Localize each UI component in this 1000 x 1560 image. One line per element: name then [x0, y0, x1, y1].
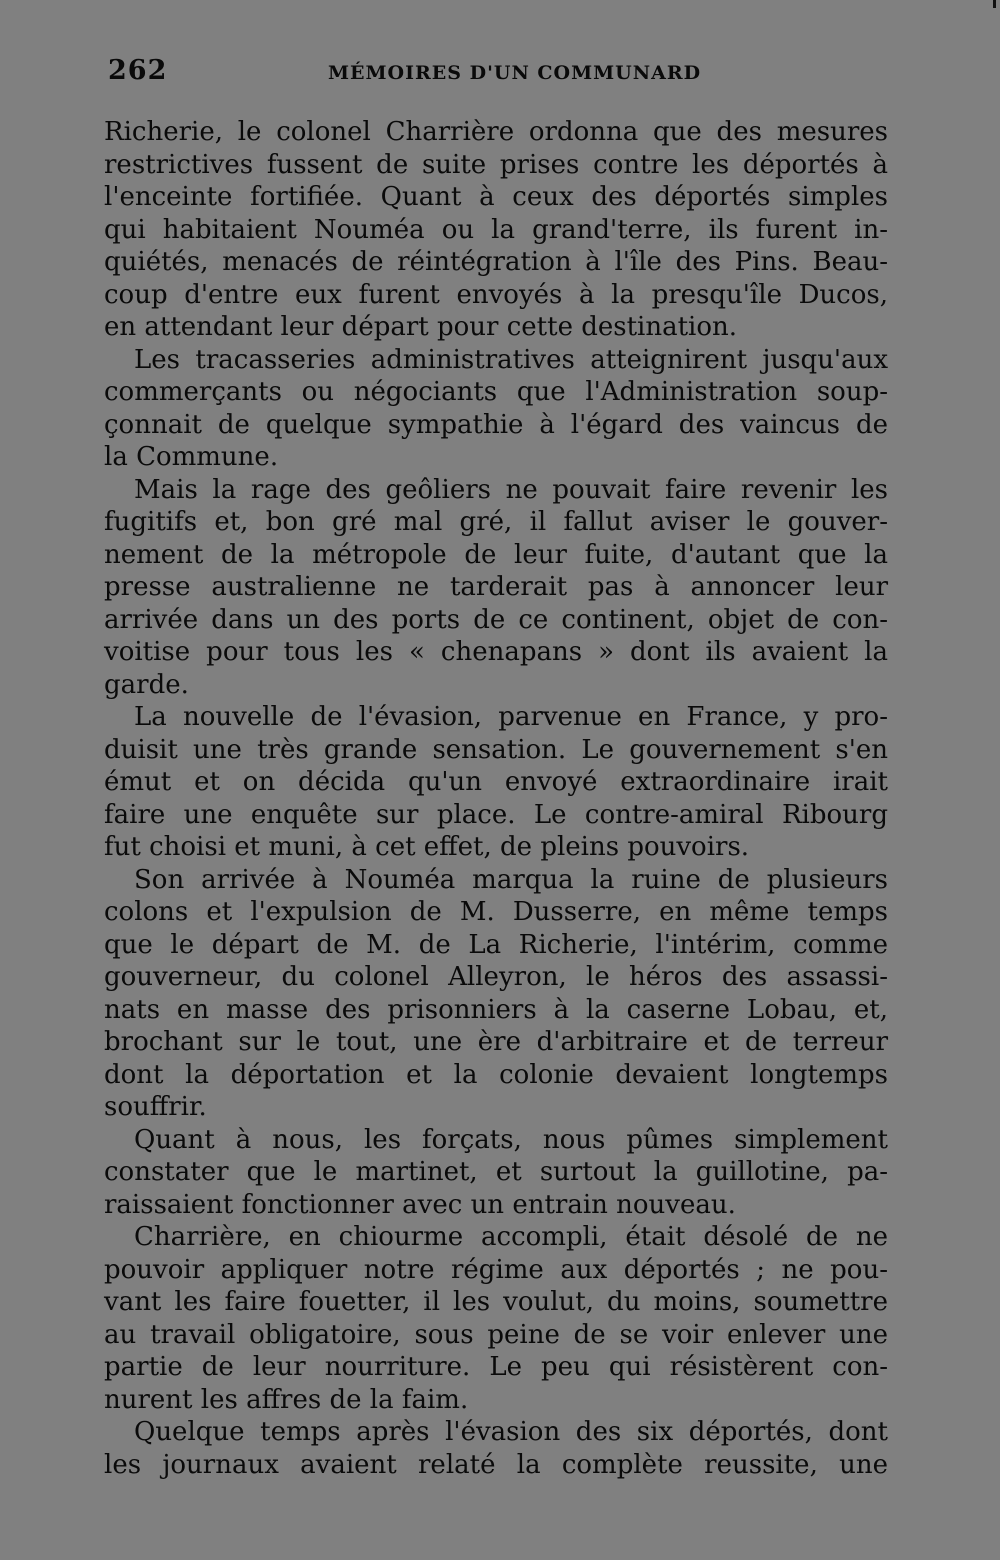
text-line: Richerie, le colonel Charrière ordonna que des mesures: [104, 117, 888, 147]
text-line: en attendant leur départ pour cette destination.: [104, 312, 738, 342]
page-number: 262: [108, 55, 168, 86]
text-line: la Commune.: [104, 442, 279, 472]
text-line: Charrière, en chiourme accompli, était désolé de ne: [134, 1222, 888, 1252]
text-line: voitise pour tous les « chenapans » dont ils avaient la: [104, 637, 888, 667]
text-line: vant les faire fouetter, il les voulut, du moins, soumettre: [104, 1287, 888, 1317]
running-head: MÉMOIRES D'UN COMMUNARD: [328, 62, 702, 84]
text-line: pouvoir appliquer notre régime aux déportés ; ne pou-: [104, 1254, 888, 1285]
text-line: raissaient fonctionner avec un entrain nouveau.: [104, 1189, 736, 1220]
scan-edge-mark: [993, 0, 996, 8]
page-header: [108, 55, 888, 95]
text-line: coup d'entre eux furent envoyés à la presqu'île Ducos,: [104, 279, 888, 310]
text-line: Mais la rage des geôliers ne pouvait faire revenir les: [134, 474, 888, 505]
text-line: l'enceinte fortifiée. Quant à ceux des déportés simples: [104, 182, 888, 212]
text-line: quiétés, menacés de réintégration à l'île des Pins. Beau-: [104, 247, 888, 277]
text-line: faire une enquête sur place. Le contre-amiral Ribourg: [104, 799, 888, 830]
text-line: dont la déportation et la colonie devaient longtemps: [104, 1059, 888, 1090]
text-line: colons et l'expulsion de M. Dusserre, en même temps: [104, 897, 888, 927]
text-line: constater que le martinet, et surtout la guillotine, pa-: [104, 1157, 888, 1187]
text-line: au travail obligatoire, sous peine de se voir enlever une: [104, 1319, 888, 1350]
text-line: commerçants ou négociants que l'Administration soup-: [104, 377, 888, 407]
text-line: nement de la métropole de leur fuite, d'autant que la: [104, 539, 888, 570]
text-line: partie de leur nourriture. Le peu qui résistèrent con-: [104, 1352, 888, 1382]
text-line: qui habitaient Nouméa ou la grand'terre, ils furent in-: [104, 214, 888, 245]
text-line: brochant sur le tout, une ère d'arbitraire et de terreur: [104, 1027, 888, 1057]
body-text: [104, 116, 888, 1481]
text-line: gouverneur, du colonel Alleyron, le héros des assassi-: [104, 962, 888, 992]
text-line: La nouvelle de l'évasion, parvenue en France, y pro-: [134, 702, 888, 732]
text-line: Quelque temps après l'évasion des six déportés, dont: [134, 1417, 888, 1447]
text-line: çonnait de quelque sympathie à l'égard des vaincus de: [104, 409, 888, 440]
text-line: fut choisi et muni, à cet effet, de pleins pouvoirs.: [104, 832, 750, 862]
text-line: nurent les affres de la faim.: [104, 1384, 469, 1415]
text-line: duisit une très grande sensation. Le gouvernement s'en: [104, 734, 888, 765]
text-line: émut et on décida qu'un envoyé extraordinaire irait: [104, 767, 888, 797]
text-line: Les tracasseries administratives atteignirent jusqu'aux: [134, 344, 888, 375]
text-line: garde.: [104, 669, 189, 700]
text-line: arrivée dans un des ports de ce continent, objet de con-: [104, 604, 888, 635]
text-line: presse australienne ne tarderait pas à annoncer leur: [104, 572, 888, 602]
text-line: Son arrivée à Nouméa marqua la ruine de plusieurs: [134, 864, 888, 895]
text-line: souffrir.: [104, 1092, 207, 1122]
text-line: restrictives fussent de suite prises contre les déportés à: [104, 149, 888, 180]
text-line: les journaux avaient relaté la complète reussite, une: [104, 1449, 888, 1480]
text-line: fugitifs et, bon gré mal gré, il fallut aviser le gouver-: [104, 507, 888, 537]
text-line: que le départ de M. de La Richerie, l'intérim, comme: [104, 929, 888, 960]
text-line: nats en masse des prisonniers à la caserne Lobau, et,: [104, 994, 888, 1025]
text-line: Quant à nous, les forçats, nous pûmes simplement: [134, 1124, 888, 1155]
